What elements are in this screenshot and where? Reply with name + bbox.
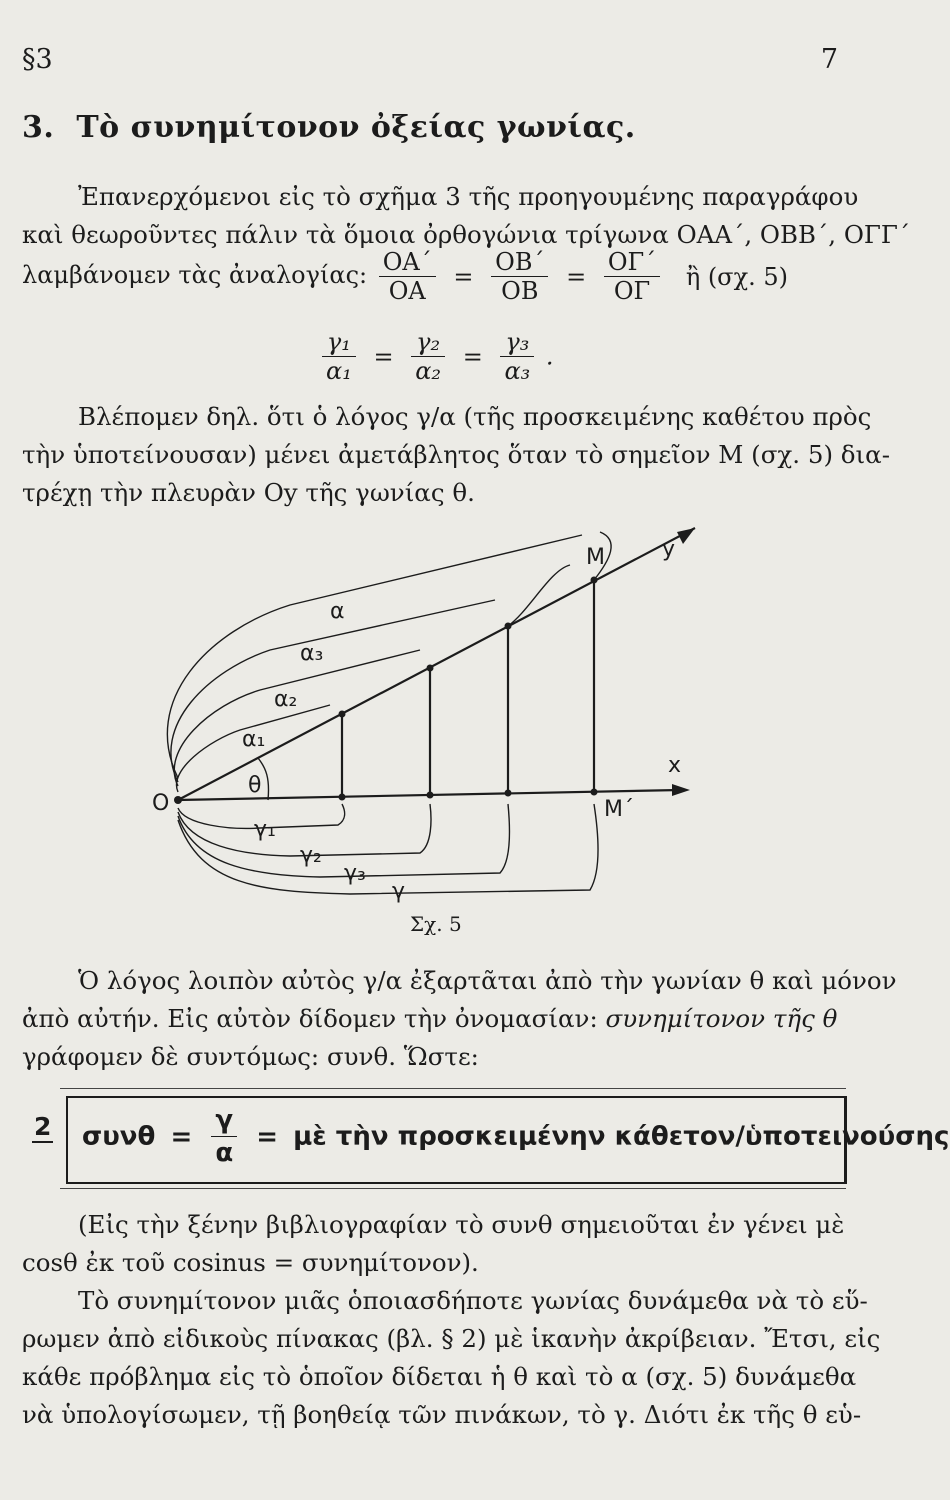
foot-m bbox=[591, 789, 598, 796]
cosine-definition bbox=[82, 1104, 949, 1169]
paragraph-4 bbox=[22, 1206, 844, 1282]
fraction-ob bbox=[491, 248, 548, 305]
formula-rhs: μὲ τὴν προσκειμένην κάθετον/ὑποτεινούσης bbox=[293, 1121, 950, 1152]
numerator: γ₂ bbox=[411, 328, 445, 357]
label-theta: θ bbox=[248, 773, 262, 798]
section-number: 3. bbox=[22, 110, 55, 145]
figure-5-diagram bbox=[150, 520, 710, 910]
text-line: ρωμεν ἀπὸ εἰδικοὺς πίνακας (βλ. § 2) μὲ ἱκανὴν ἀκρίβειαν. Ἔτσι, εἰς bbox=[22, 1324, 881, 1353]
formula-number: 2 bbox=[34, 1112, 52, 1141]
foot-2 bbox=[427, 792, 434, 799]
numerator: ΟΓ΄ bbox=[604, 248, 660, 277]
label-a2: α₂ bbox=[274, 687, 298, 712]
text-line: Ὁ λόγος λοιπὸν αὐτὸς γ/α ἐξαρτᾶται ἀπὸ τὴν γωνίαν θ καὶ μόνον bbox=[78, 966, 897, 995]
ray-oy bbox=[178, 528, 695, 800]
text-line: νὰ ὑπολογίσωμεν, τῇ βοηθείᾳ τῶν πινάκων, τὸ γ. Διότι ἐκ τῆς θ εὑ- bbox=[22, 1400, 862, 1429]
text-line: τρέχῃ τὴν πλευρὰν Oy τῆς γωνίας θ. bbox=[22, 478, 475, 507]
text-line: Βλέπομεν δηλ. ὅτι ὁ λόγος γ/α (τῆς προσκειμένης καθέτου πρὸς bbox=[78, 402, 872, 431]
text-line bbox=[22, 1000, 844, 1038]
denominator: ΟΒ bbox=[501, 277, 539, 305]
equation-lead-text: λαμβάνομεν τὰς ἀναλογίας: bbox=[22, 261, 368, 289]
point-o bbox=[174, 796, 182, 804]
foot-1 bbox=[339, 794, 346, 801]
denominator: α bbox=[215, 1138, 234, 1168]
label-g1: γ₁ bbox=[254, 817, 276, 842]
ratio-equation bbox=[318, 328, 554, 385]
denominator: ΟΓ bbox=[613, 277, 651, 305]
denominator: ΟΑ bbox=[388, 277, 426, 305]
paragraph-5 bbox=[22, 1282, 881, 1434]
label-a1: α₁ bbox=[242, 727, 266, 752]
equals-sign: = bbox=[256, 1121, 279, 1152]
numerator: γ bbox=[211, 1104, 237, 1137]
definition-box bbox=[66, 1096, 950, 1184]
text-span: ἀπὸ αὐτήν. Εἰς αὐτὸν δίδομεν τὴν ὀνομασίαν: bbox=[22, 1004, 606, 1033]
text-line: κάθε πρόβλημα εἰς τὸ ὁποῖον δίδεται ἡ θ καὶ τὸ α (σχ. 5) δυνάμεθα bbox=[22, 1362, 857, 1391]
term-cosine: συνημίτονον τῆς θ bbox=[605, 1004, 838, 1033]
page-number: 7 bbox=[820, 44, 838, 75]
text-line: (Εἰς τὴν ξένην βιβλιογραφίαν τὸ συνθ σημειοῦται ἐν γένει μὲ bbox=[78, 1210, 845, 1239]
period: . bbox=[545, 342, 554, 371]
fraction-g3-a3 bbox=[500, 328, 534, 385]
denominator: α₁ bbox=[326, 357, 352, 385]
text-line: γράφομεν δὲ συντόμως: συνθ. Ὥστε: bbox=[22, 1042, 479, 1071]
text-line: Ἐπανερχόμενοι εἰς τὸ σχῆμα 3 τῆς προηγουμένης παραγράφου bbox=[78, 182, 859, 211]
paragraph-3 bbox=[22, 962, 897, 1076]
label-g3: γ₃ bbox=[344, 861, 366, 886]
text-line: καὶ θεωροῦντες πάλιν τὰ ὅμοια ὀρθογώνια τρίγωνα ΟΑΑ΄, ΟΒΒ΄, ΟΓΓ΄ bbox=[22, 220, 911, 249]
fraction-g2-a2 bbox=[411, 328, 445, 385]
fraction-oa bbox=[379, 248, 436, 305]
equals-sign: = bbox=[373, 342, 394, 371]
foot-3 bbox=[505, 790, 512, 797]
numerator: ΟΑ΄ bbox=[379, 248, 436, 277]
x-arrowhead bbox=[672, 784, 690, 796]
numerator: ΟΒ΄ bbox=[491, 248, 548, 277]
brace-a2 bbox=[174, 650, 420, 786]
figure-caption: Σχ. 5 bbox=[410, 912, 462, 936]
brace-a3-end bbox=[508, 565, 570, 626]
equals-sign: = bbox=[566, 262, 587, 291]
label-y: y bbox=[662, 537, 676, 562]
fraction-g-a bbox=[211, 1104, 237, 1169]
label-a: α bbox=[330, 599, 345, 624]
fraction-og bbox=[604, 248, 660, 305]
brace-a3 bbox=[171, 600, 495, 782]
label-g: γ bbox=[392, 879, 406, 904]
paragraph-2 bbox=[22, 398, 890, 512]
label-o: O bbox=[152, 791, 170, 816]
y-arrowhead bbox=[677, 528, 695, 544]
equals-sign: = bbox=[462, 342, 483, 371]
brace-g bbox=[178, 804, 598, 894]
denominator: α₂ bbox=[415, 357, 442, 385]
text-line: Τὸ συνημίτονον μιᾶς ὁποιασδήποτε γωνίας δυνάμεθα νὰ τὸ εὕ- bbox=[78, 1286, 868, 1315]
numerator: γ₃ bbox=[500, 328, 534, 357]
brace-a bbox=[167, 535, 582, 778]
equals-sign: = bbox=[170, 1121, 193, 1152]
fraction-g1-a1 bbox=[322, 328, 356, 385]
section-title-text: Τὸ συνημίτονον ὀξείας γωνίας. bbox=[76, 110, 636, 145]
label-g2: γ₂ bbox=[300, 843, 322, 868]
point-a2 bbox=[427, 665, 434, 672]
denominator: α₃ bbox=[504, 357, 531, 385]
equation-tail-text: ἢ (σχ. 5) bbox=[685, 262, 788, 291]
rule-top bbox=[60, 1088, 846, 1089]
label-m: M bbox=[586, 545, 605, 570]
rule-bottom bbox=[60, 1188, 846, 1189]
label-a3: α₃ bbox=[300, 641, 324, 666]
label-x: x bbox=[668, 753, 682, 778]
numerator: γ₁ bbox=[322, 328, 356, 357]
text-line: cosθ ἐκ τοῦ cosinus = συνημίτονον). bbox=[22, 1248, 479, 1277]
label-m-prime: M΄ bbox=[604, 797, 634, 822]
text-line: τὴν ὑποτείνουσαν) μένει ἀμετάβλητος ὅταν τὸ σημεῖον Μ (σχ. 5) δια- bbox=[22, 440, 890, 469]
paragraph-1 bbox=[22, 178, 911, 254]
section-title bbox=[22, 110, 636, 145]
proportion-equation bbox=[22, 248, 788, 305]
formula-lhs: συνθ bbox=[82, 1121, 156, 1152]
point-a1 bbox=[339, 711, 346, 718]
section-mark: §3 bbox=[22, 44, 53, 75]
equals-sign: = bbox=[453, 262, 474, 291]
